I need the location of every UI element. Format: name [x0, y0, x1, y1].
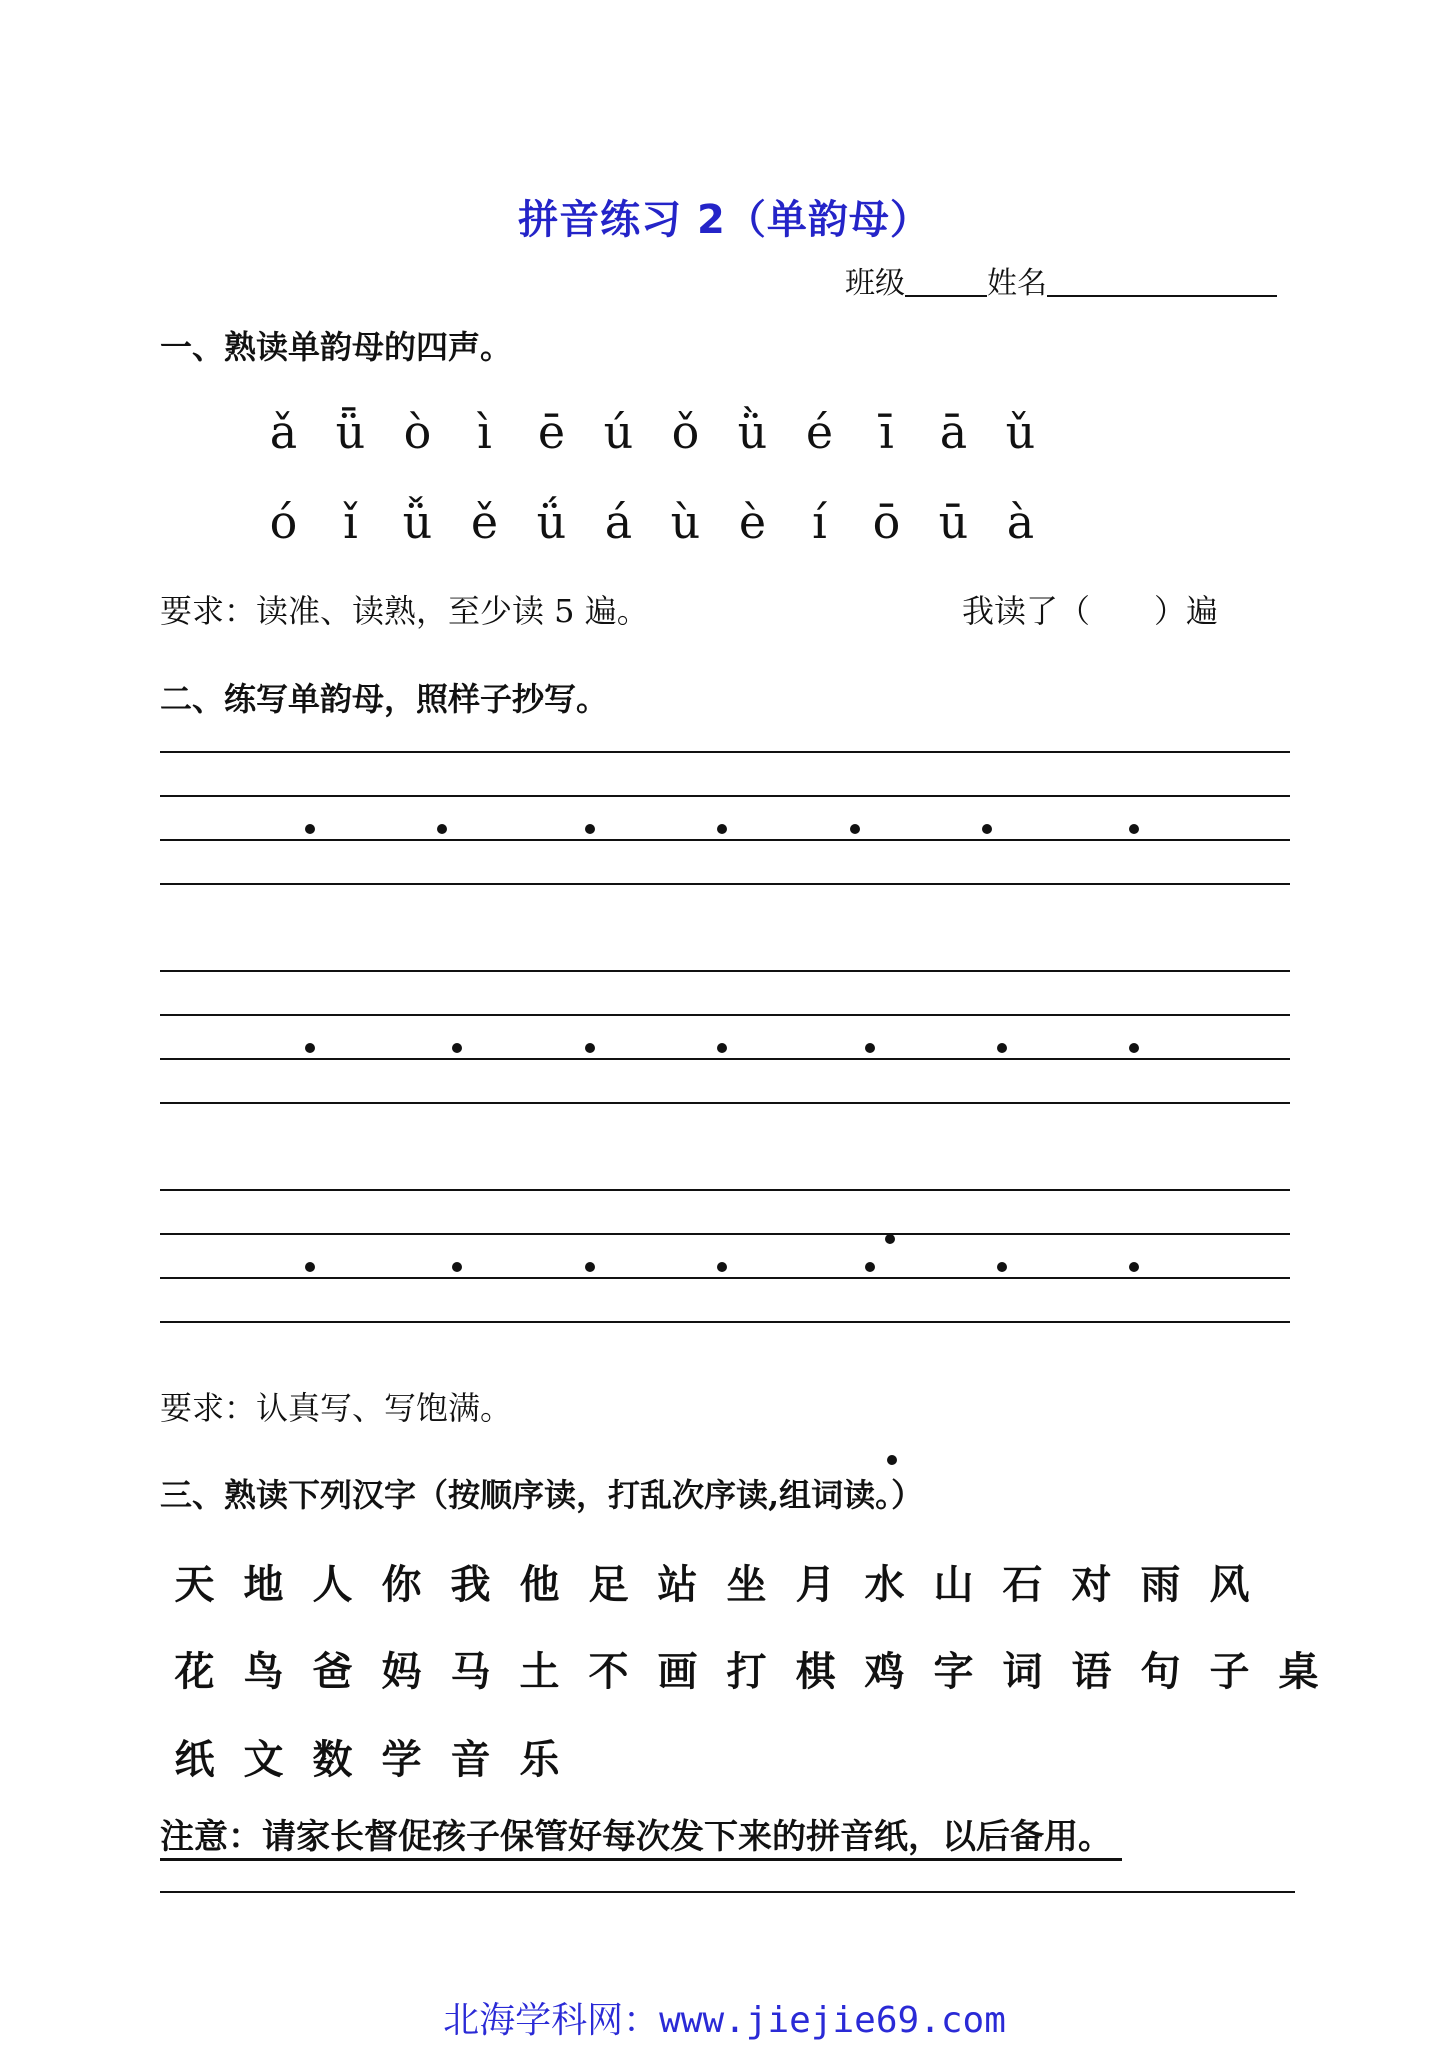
hanzi-row-3: [160, 1728, 574, 1785]
hanzi-character: 纸: [174, 1736, 215, 1783]
page-title: 拼音练习 2（单韵母）: [518, 197, 931, 243]
hanzi-character: 地: [243, 1561, 284, 1608]
pinyin-vowel: ū: [938, 495, 969, 549]
read-count: 我读了（ ）遍: [962, 592, 1219, 630]
hanzi-character: 词: [1002, 1648, 1043, 1695]
hanzi-character: 桌: [1278, 1648, 1319, 1695]
hanzi-character: 石: [1002, 1561, 1043, 1608]
hanzi-character: 文: [243, 1736, 284, 1783]
hanzi-character: 打: [726, 1648, 767, 1695]
hanzi-character: 爸: [312, 1648, 353, 1695]
name-label: 姓名: [987, 266, 1047, 301]
pinyin-vowel: ǜ: [737, 405, 768, 459]
guide-dot: [982, 824, 992, 834]
hanzi-character: 土: [519, 1648, 560, 1695]
guide-dot: [585, 1262, 595, 1272]
staff-line: [160, 1321, 1290, 1323]
guide-dot: [305, 1043, 315, 1053]
staff-line: [160, 1233, 1290, 1235]
pinyin-vowel: á: [604, 495, 633, 549]
guide-dot: [452, 1262, 462, 1272]
hanzi-character: 足: [588, 1561, 629, 1608]
hanzi-character: 对: [1071, 1561, 1112, 1608]
hanzi-character: 子: [1209, 1648, 1250, 1695]
pinyin-vowel: ǐ: [343, 495, 358, 549]
pinyin-vowel: ō: [872, 495, 901, 549]
pinyin-vowel: ǘ: [536, 495, 567, 549]
guide-dot: [585, 1043, 595, 1053]
pinyin-vowel: é: [805, 405, 834, 459]
pinyin-vowel: ò: [403, 405, 432, 459]
staff-line: [160, 839, 1290, 841]
stray-dot: [885, 1234, 895, 1244]
hanzi-character: 鸟: [243, 1648, 284, 1695]
pinyin-vowel: ǖ: [335, 405, 366, 459]
guide-dot: [997, 1262, 1007, 1272]
guide-dot: [717, 1262, 727, 1272]
pinyin-vowel: ǒ: [671, 405, 700, 459]
pinyin-row-2: [250, 495, 1054, 549]
hanzi-row-1: [160, 1553, 1264, 1610]
guide-dot: [305, 1262, 315, 1272]
section1-heading: 一、熟读单韵母的四声。: [160, 328, 513, 366]
section1-requirement: 要求：读准、读熟，至少读 5 遍。: [160, 592, 649, 630]
name-blank[interactable]: [1047, 265, 1277, 297]
guide-dot: [865, 1262, 875, 1272]
staff-line: [160, 1102, 1290, 1104]
hanzi-character: 站: [657, 1561, 698, 1608]
hanzi-character: 乐: [519, 1736, 560, 1783]
staff-line: [160, 1014, 1290, 1016]
hanzi-character: 月: [795, 1561, 836, 1608]
writing-staff-1[interactable]: [160, 751, 1290, 883]
guide-dot: [717, 824, 727, 834]
writing-staff-2[interactable]: [160, 970, 1290, 1102]
hanzi-character: 山: [933, 1561, 974, 1608]
pinyin-vowel: ó: [269, 495, 298, 549]
footer-site-name: 北海学科网：: [443, 2000, 660, 2041]
hanzi-row-2: [160, 1640, 1333, 1697]
section3-heading: 三、熟读下列汉字（按顺序读，打乱次序读,组词读。）: [160, 1476, 924, 1514]
hanzi-character: 马: [450, 1648, 491, 1695]
hanzi-character: 人: [312, 1561, 353, 1608]
pinyin-vowel: ǎ: [269, 405, 298, 459]
writing-staff-3[interactable]: [160, 1189, 1290, 1321]
hanzi-character: 他: [519, 1561, 560, 1608]
pinyin-vowel: ǚ: [402, 495, 433, 549]
pinyin-vowel: ī: [879, 405, 894, 459]
stray-dot: [887, 1455, 897, 1465]
pinyin-vowel: í: [812, 495, 827, 549]
staff-line: [160, 1277, 1290, 1279]
guide-dot: [1129, 1043, 1139, 1053]
hanzi-character: 音: [450, 1736, 491, 1783]
staff-line: [160, 751, 1290, 753]
guide-dot: [1129, 824, 1139, 834]
hanzi-character: 妈: [381, 1648, 422, 1695]
pinyin-vowel: è: [738, 495, 767, 549]
guide-dot: [850, 824, 860, 834]
hanzi-character: 雨: [1140, 1561, 1181, 1608]
guide-dot: [305, 824, 315, 834]
guide-dot: [997, 1043, 1007, 1053]
pinyin-vowel: ú: [603, 405, 634, 459]
guide-dot: [1129, 1262, 1139, 1272]
guide-dot: [865, 1043, 875, 1053]
hanzi-character: 棋: [795, 1648, 836, 1695]
section2-heading: 二、练写单韵母，照样子抄写。: [160, 680, 609, 718]
pinyin-vowel: ě: [470, 495, 499, 549]
hanzi-character: 学: [381, 1736, 422, 1783]
hanzi-character: 水: [864, 1561, 905, 1608]
pinyin-vowel: ì: [477, 405, 492, 459]
hanzi-character: 我: [450, 1561, 491, 1608]
footer: [0, 1992, 1449, 2043]
parent-note: 注意：请家长督促孩子保管好每次发下来的拼音纸，以后备用。: [160, 1816, 1122, 1861]
staff-line: [160, 795, 1290, 797]
hanzi-character: 你: [381, 1561, 422, 1608]
hanzi-character: 风: [1209, 1561, 1250, 1608]
guide-dot: [452, 1043, 462, 1053]
pinyin-vowel: à: [1006, 495, 1035, 549]
hanzi-character: 画: [657, 1648, 698, 1695]
bottom-rule: [160, 1891, 1295, 1893]
staff-line: [160, 883, 1290, 885]
hanzi-character: 字: [933, 1648, 974, 1695]
hanzi-character: 数: [312, 1736, 353, 1783]
staff-line: [160, 1058, 1290, 1060]
class-label: 班级: [845, 266, 905, 301]
staff-line: [160, 970, 1290, 972]
student-info: [845, 258, 1277, 302]
hanzi-character: 句: [1140, 1648, 1181, 1695]
hanzi-character: 天: [174, 1561, 215, 1608]
guide-dot: [717, 1043, 727, 1053]
section2-requirement: 要求：认真写、写饱满。: [160, 1389, 513, 1427]
pinyin-vowel: ù: [670, 495, 701, 549]
hanzi-character: 坐: [726, 1561, 767, 1608]
pinyin-vowel: ǔ: [1005, 405, 1036, 459]
guide-dot: [585, 824, 595, 834]
staff-line: [160, 1189, 1290, 1191]
footer-url[interactable]: www.jiejie69.com: [659, 2000, 1006, 2041]
class-blank[interactable]: [905, 265, 987, 297]
pinyin-row-1: [250, 405, 1054, 459]
guide-dot: [437, 824, 447, 834]
hanzi-character: 花: [174, 1648, 215, 1695]
pinyin-vowel: ā: [939, 405, 968, 459]
hanzi-character: 不: [588, 1648, 629, 1695]
hanzi-character: 语: [1071, 1648, 1112, 1695]
hanzi-character: 鸡: [864, 1648, 905, 1695]
pinyin-vowel: ē: [537, 405, 566, 459]
